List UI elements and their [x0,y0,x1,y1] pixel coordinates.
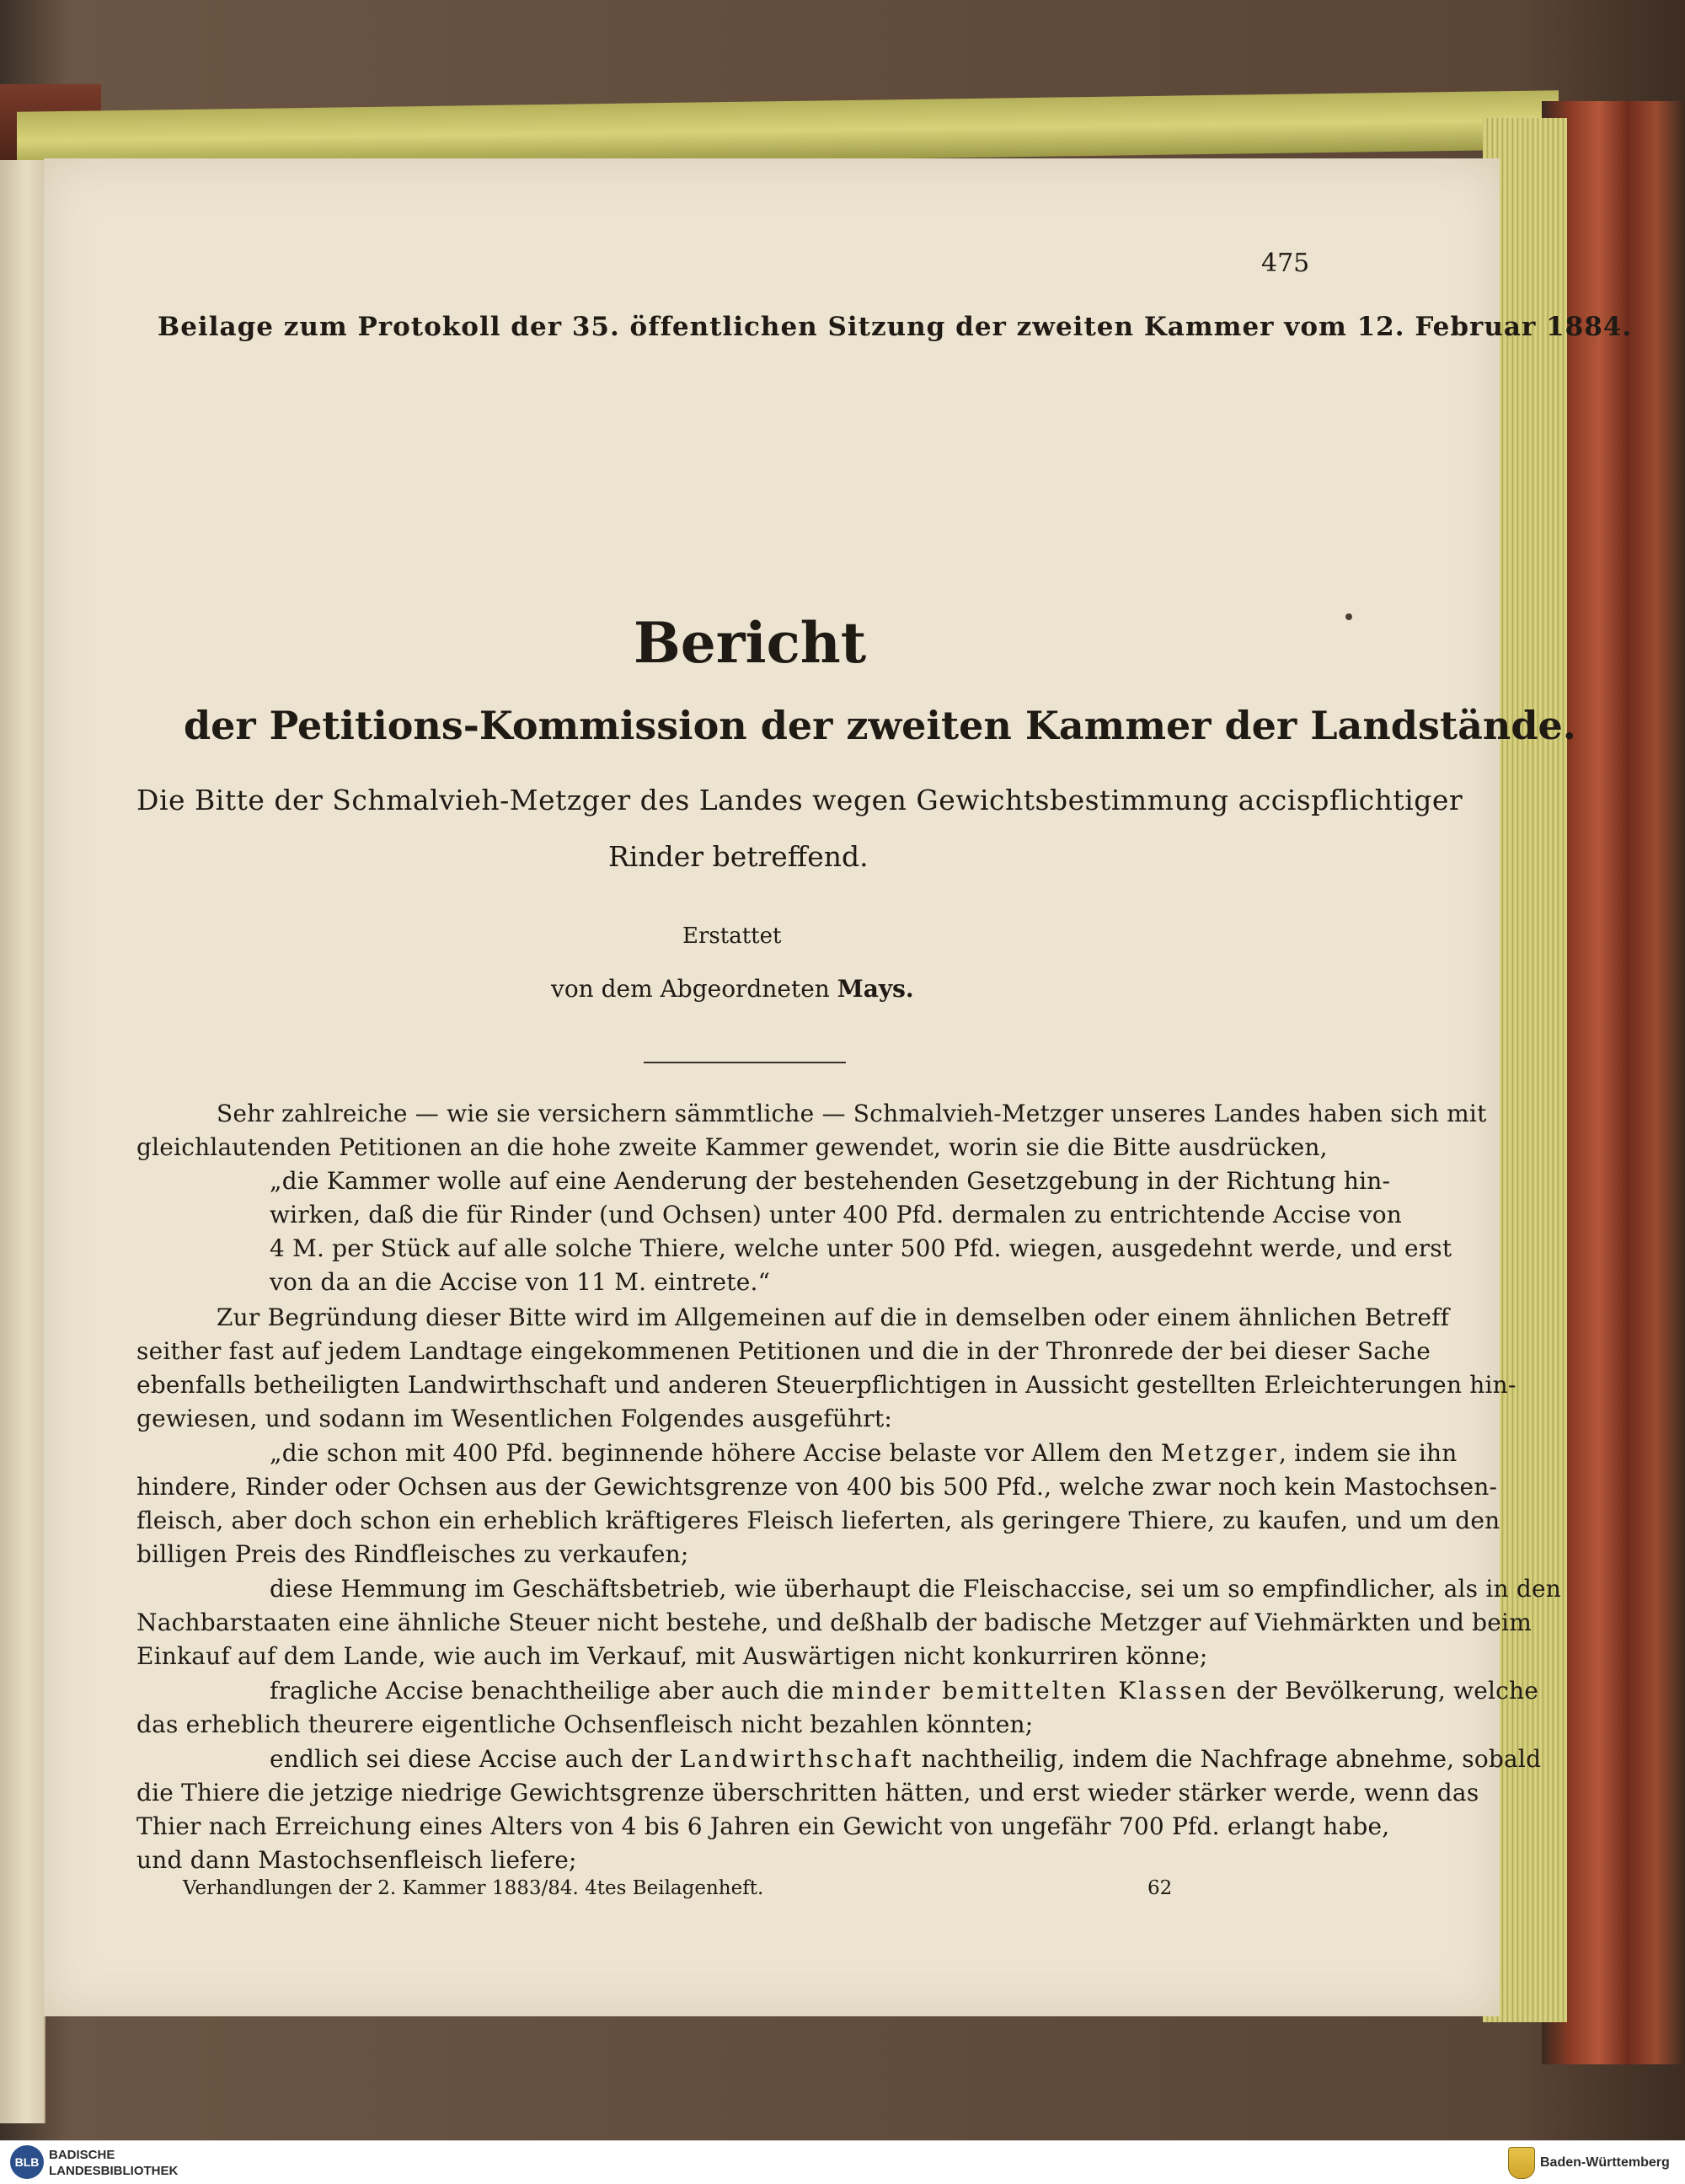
spaced-text: minder bemittelten Klassen [832,1677,1229,1705]
separator-rule [644,1062,846,1063]
body-line: Nachbarstaaten eine ähnliche Steuer nicht bestehe, und deßhalb der badische Metzger auf Viehmärkten und beim [136,1609,1532,1636]
spaced-text: Landwirthschaft [679,1745,914,1773]
text-run: , indem sie ihn [1278,1439,1458,1467]
protocol-header: Beilage zum Protokoll der 35. öffentlichen Sitzung der zweiten Kammer vom 12. Februar 1884. [158,312,1633,342]
body-line: und dann Mastochsenfleisch liefere; [136,1846,577,1874]
text-run: fragliche Accise benachtheilige aber auch die [270,1677,825,1705]
topic-line-2: Rinder betreffend. [608,840,869,873]
quote-line: 4 M. per Stück auf alle solche Thiere, welche unter 500 Pfd. wiegen, ausgedehnt werde, und erst [270,1234,1452,1262]
author-prefix: von dem Abgeordneten [551,975,830,1003]
body-line: fleisch, aber doch schon ein erheblich kräftigeres Fleisch lieferten, als geringere Thiere, zu kaufen, und um den [136,1507,1500,1534]
report-subtitle: der Petitions-Kommission der zweiten Kammer der Landstände. [184,703,1576,748]
state-name: Baden-Württemberg [1540,2155,1670,2170]
body-line: Sehr zahlreiche — wie sie versichern sämmtliche — Schmalvieh-Metzger unseres Landes haben sich mit [217,1100,1487,1127]
body-line: diese Hemmung im Geschäftsbetrieb, wie überhaupt die Fleischaccise, sei um so empfindlicher, als in den [270,1575,1561,1603]
text-run: endlich sei diese Accise auch der [270,1745,672,1773]
body-line [270,1679,1538,1703]
spaced-text: Metzger [1160,1439,1279,1467]
viewer-footer-bar [0,2140,1685,2184]
footer-signature: Verhandlungen der 2. Kammer 1883/84. 4tes Beilagenheft. [183,1877,764,1899]
body-line: ebenfalls betheiligten Landwirthschaft und anderen Steuerpflichtigen in Aussicht gestellten Erleichterungen hin- [136,1371,1516,1399]
author-line [551,977,914,1001]
body-line: gleichlautenden Petitionen an die hohe zweite Kammer gewendet, worin sie die Bitte ausdrücken, [136,1133,1328,1161]
page-number: 475 [1261,249,1310,278]
text-run: der Bevölkerung, welche [1236,1677,1539,1705]
document-page [44,158,1633,2016]
body-line: Thier nach Erreichung eines Alters von 4 bis 6 Jahren ein Gewicht von ungefähr 700 Pfd. erlangt habe, [136,1812,1390,1840]
footer-sheet-number: 62 [1147,1877,1173,1899]
body-line: hindere, Rinder oder Ochsen aus der Gewichtsgrenze von 400 bis 500 Pfd., welche zwar noch kein Mastochsen- [136,1473,1498,1501]
body-line: gewiesen, und sodann im Wesentlichen Folgendes ausgeführt: [136,1405,892,1432]
body-line: das erheblich theurere eigentliche Ochsenfleisch nicht bezahlen könnten; [136,1710,1034,1738]
body-line [270,1439,1458,1467]
erstattet-label: Erstattet [682,923,782,949]
body-line: billigen Preis des Rindfleisches zu verkaufen; [136,1540,689,1568]
body-line: Zur Begründung dieser Bitte wird im Allgemeinen auf die in demselben oder einem ähnlichen Betreff [217,1303,1450,1331]
topic-line-1: Die Bitte der Schmalvieh-Metzger des Landes wegen Gewichtsbestimmung accispflichtiger [136,784,1463,816]
quote-line: von da an die Accise von 11 M. eintrete.“ [270,1268,771,1296]
baden-wuerttemberg-emblem-icon [1508,2147,1535,2179]
body-line: seither fast auf jedem Landtage eingekommenen Petitionen und die in der Thronrede der bei dieser Sache [136,1337,1431,1365]
body-line: Einkauf auf dem Lande, wie auch im Verkauf, mit Auswärtigen nicht konkurriren könne; [136,1642,1208,1670]
library-name: BADISCHE LANDESBIBLIOTHEK [49,2148,179,2178]
text-run: nachtheilig, indem die Nachfrage abnehme, sobald [921,1745,1542,1773]
left-page-edge [0,160,45,2123]
blb-logo-icon[interactable]: BLB [10,2145,44,2179]
quote-line: wirken, daß die für Rinder (und Ochsen) unter 400 Pfd. dermalen zu entrichtende Accise von [270,1201,1403,1228]
ink-dot [1345,613,1352,620]
body-line: die Thiere die jetzige niedrige Gewichtsgrenze überschritten hätten, und erst wieder stärker werde, wenn das [136,1779,1479,1807]
author-name: Mays. [837,975,914,1003]
body-line [270,1745,1542,1773]
quote-line: „die Kammer wolle auf eine Aenderung der bestehenden Gesetzgebung in der Richtung hin- [270,1167,1391,1195]
text-run: „die schon mit 400 Pfd. beginnende höhere Accise belaste vor Allem den [270,1439,1153,1467]
report-title: Bericht [634,610,867,676]
